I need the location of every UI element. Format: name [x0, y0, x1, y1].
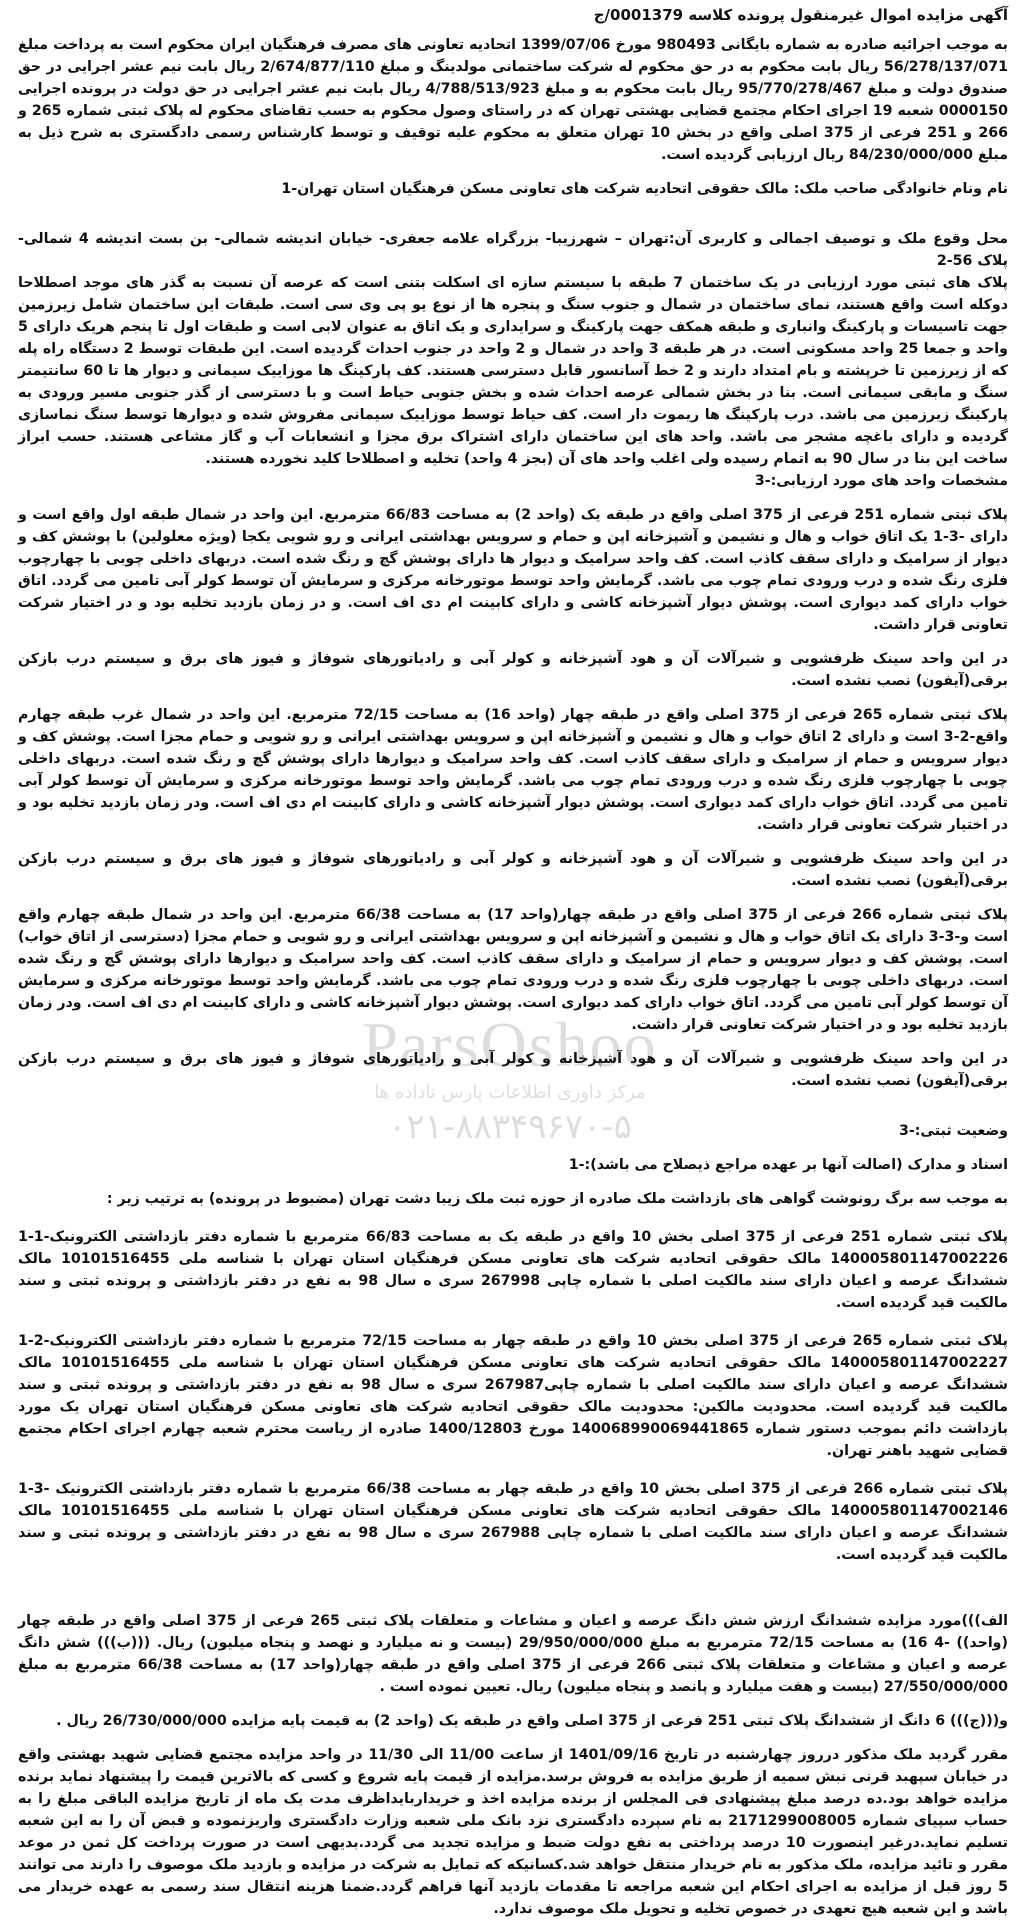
unit-3-note: در این واحد سینک ظرفشویی و شیرآلات آن و هود آشپزخانه و کولر آبی و رادیاتورهای شوفاژ و فیوز های برق و سیستم درب بازکن برقی(آیفون) نصب نشده است.: [18, 1051, 1008, 1089]
location-paragraph: محل وقوع ملک و توصیف اجمالی و کاربری آن:تهران – شهرزیبا- بزرگراه علامه جعفری- خیابان اندیشه شمالی- بن بست اندیشه 4 شمالی- پلاک 56-2: [18, 231, 1008, 269]
registry-item-3: پلاک ثبتی شماره 266 فرعی از 375 اصلی بخش 10 واقع در طبقه چهار به مساحت 66/38 مترمربع با شماره دفتر بازداشتی الکترونیک -3-1 140005801147002146 مالک حقوقی اتحادیه شرکت های تعاونی مسکن فرهنگیان استان تهران با شناسه ملی 10101516455 مالک ششدانگ عرصه و اعیان دارای سند مالکیت اصلی با شماره چاپی 267988 سری ه سال 98 به نفع در دفتر بازداشتی و پرونده ثبتی و سند مالکیت قید گردیده است.: [18, 1481, 1009, 1563]
registry-item-2: پلاک ثبتی شماره 265 فرعی از 375 اصلی بخش 10 واقع در طبقه چهار به مساحت 72/15 مترمربع با شماره دفتر بازداشتی الکترونیک-2-1 140005801147002227 مالک حقوقی اتحادیه شرکت های تعاونی مسکن فرهنگیان استان تهران با شناسه ملی 10101516455 مالک ششدانگ عرصه و اعیان دارای سند مالکیت اصلی با شماره چاپی267987 سری ه سال 98 به نفع در دفتر بازداشتی و پرونده ثبتی و سند مالکیت قید گردیده است. محدودیت مالکین: محدودیت مالک حقوقی اتحادیه شرکت های تعاونی مسکن فرهنگیان استان تهران یک مورد بازداشت دائم بموجب دستور شماره 140068990069441865 مورخ 1400/12803 صادره از ریاست محترم شعبه چهارم اجرای احکام مجتمع قضایی شهید باهنر تهران.: [18, 1333, 1008, 1459]
unit-1-note: در این واحد سینک ظرفشویی و شیرآلات آن و هود آشپزخانه و کولر آبی و رادیاتورهای شوفاژ و فیوز های برق و سیستم درب بازکن برقی(آیفون) نصب نشده است.: [18, 651, 1008, 689]
notice-title: آگهی مزایده اموال غیرمنقول پرونده کلاسه 0001379/ج: [593, 6, 1008, 24]
auction-item-c: و(((ج))) 6 دانگ از ششدانگ پلاک ثبتی 251 فرعی از 375 اصلی واقع در طبقه یک (واحد 2) به قیمت پایه مزایده 26/730/000/000 ریال .: [56, 1713, 1008, 1729]
units-heading: مشخصات واحد های مورد ارزیابی:-3: [754, 473, 1008, 489]
unit-3-paragraph: پلاک ثبتی شماره 266 فرعی از 375 اصلی واقع در طبقه چهار(واحد 17) به مساحت 66/38 مترمربع. این واحد در شمال طبقه چهارم واقع است و-3-3 دارای یک اتاق خواب و هال و نشیمن و آشپزخانه اپن و سرویس بهداشتی ایرانی و رو شویی و حمام مجزا (دسترسی از اتاق خواب) است. پوشش کف و دیوار سرویس و حمام از سرامیک و دارای سقف کاذب است. کف واحد سرامیک و دیوارها دارای پوشش گچ و رنگ شده است. دربهای داخلی چوبی با چهارچوب فلزی رنگ شده و درب ورودی تمام چوب می باشد. گرمایش واحد توسط موتورخانه مرکزی و سرمایش آن توسط کولر آبی تامین می گردد. اتاق خواب دارای کمد دیواری است. پوشش دیوار آشپزخانه کاشی و دارای کابینت ام دی اف است. ودر زمان بازدید تخلیه بود و در اختیار شرکت تعاونی قرار داشت.: [18, 907, 1008, 1033]
auction-items-paragraph: الف)))مورد مزایده ششدانگ ارزش شش دانگ عرصه و اعیان و مشاعات و متعلقات پلاک ثبتی 265 فرعی از 375 اصلی واقع در طبقه چهار (واحد)) -4 16) به مساحت 72/15 مترمربع به مبلغ 29/950/000/000 (بیست و نه میلیارد و نهصد و پنجاه میلیون) ریال. (((ب))) شش دانگ عرصه و اعیان و مشاعات و متعلقات پلاک ثبتی 266 فرعی از 375 اصلی واقع در طبقه چهار(واحد 17) به مساحت 66/38 مترمربع به مبلغ 27/550/000/000 (بیست و هفت میلیارد و پانصد و پنجاه میلیون) ریال. تعیین نموده است .: [18, 1613, 1008, 1695]
unit-1-paragraph: پلاک ثبتی شماره 251 فرعی از 375 اصلی واقع در طبقه یک (واحد 2) به مساحت 66/83 مترمربع. این واحد در شمال طبقه اول واقع است و دارای -3-1 یک اتاق خواب و هال و نشیمن و آشپزخانه اپن و حمام و سرویس بهداشتی ایرانی و رو شویی یکجا (ویژه معلولین) با پوشش کف و دیوار از سرامیک و دارای سقف کاذب است. کف واحد سرامیک و دیوار ها دارای پوشش گچ و رنگ شده است. دربهای داخلی چوبی با چهارچوب فلزی رنگ شده و درب ورودی تمام چوب می باشد. گرمایش واحد توسط موتورخانه مرکزی و سرمایش آن توسط کولر آبی تامین می گردد. اتاق خواب دارای کمد دیواری است. پوشش دیوار آشپزخانه کاشی و دارای کابینت ام دی اف است. و در زمان بازدید تخلیه بود و در اختیار شرکت تعاونی قرار داشت.: [18, 507, 1008, 633]
auction-terms-paragraph: مقرر گردید ملک مذکور درروز چهارشنبه در تاریخ 1401/09/16 از ساعت 11/00 الی 11/30 در واحد مزایده مجتمع قضایی شهید بهشتی واقع در خیابان سپهبد قرنی نبش سمیه از طریق مزایده به فروش برسد.مزایده از قیمت پایه شروع و کسی که بالاترین قیمت را پیشنهاد نماید برنده مزایده خواهد بود.ده درصد مبلغ پیشنهادی فی المجلس از برنده مزایده اخذ و خریداربایداظرف مدت یک ماه از تاریخ مزایده الباقی مبلغ را به حساب سپیای شماره 2171299008005 به نام سپرده دادگستری نزد بانک ملی شعبه وزارت دادگستری واریزنموده و قبض آن را به این شعبه تسلیم نماید.درغیر اینصورت 10 درصد پرداختی به نفع دولت ضبط و مزایده تجدید می گردد.بدیهی است در صورت پرداخت کل ثمن در موعد مقرر و تائید مزایده، ملک مذکور به نام خریدار منتقل خواهد شد.کسانیکه که تمایل به شرکت در مزایده و بازدید ملک موصوف را دارند می توانند 5 روز قبل از مزایده به اجرای احکام این شعبه مراجعه تا مقدمات بازدید آنها فراهم گردد.ضمنا هزینه انتقال سند رسمی به عهده خریدار می باشد و این شعبه هیچ تعهدی در خصوص تخلیه و تحویل ملک موصوف ندارد.: [18, 1747, 1008, 1917]
building-paragraph: پلاک های ثبتی مورد ارزیابی در یک ساختمان 7 طبقه با سیستم سازه ای اسکلت بتنی است که عرصه آن نسبت به گذر های موجد اصطلاحا دوکله است واقع هستند، نمای ساختمان در شمال و جنوب سنگ و پنجره ها از نوع یو پی وی سی است. طبقات این ساختمان شامل زیرزمین جهت تاسیسات و پارکینگ وانباری و طبقه همکف جهت پارکینگ و سرایداری و یک اتاق به عنوان لابی است و طبقات اول تا پنجم هریک دارای 5 واحد و جمعا 25 واحد مسکونی است. در هر طبقه 3 واحد در شمال و 2 واحد در جنوب احداث گردیده است. این طبقات توسط 2 دستگاه راه پله که از زیرزمین تا خرپشته و بام امتداد دارند و 2 خط آسانسور قابل دسترسی هستند. کف پارکینگ ها موزاییک سیمانی و دیوار ها تا 60 سانتیمتر سنگ و مابقی سیمانی است. بنا در بخش شمالی عرصه احداث شده و بخش جنوبی حیاط است و با دسترسی از گذر جنوبی مسیر ورودی به پارکینگ زیرزمین می باشد. درب پارکینگ ها ریموت دار است. کف حیاط توسط موزاییک سیمانی مفروش شده و دیوارها توسط سنگ نماسازی گردیده و دارای باغچه مشجر می باشد. واحد های این ساختمان دارای اشتراک برق مجزا و انشعابات آب و گاز مشاعی هستند. حسب ابراز ساخت این بنا در سال 90 به اتمام رسیده ولی اغلب واحد های آن (بجز 4 واحد) تخلیه و اصطلاحا کلید نخورده هستند.: [18, 275, 1009, 467]
docs-intro: به موجب سه برگ رونوشت گواهی های بازداشت ملک صادره از حوزه ثبت ملک زیبا دشت تهران (مضبوط در پرونده) به ترتیب زیر :: [106, 1191, 1008, 1207]
registry-item-1: پلاک ثبتی شماره 251 فرعی از 375 اصلی بخش 10 واقع در طبقه یک به مساحت 66/83 مترمربع با شماره دفتر بازداشتی الکترونیک-1-1 140005801147002226 مالک حقوقی اتحادیه شرکت های تعاونی مسکن فرهنگیان استان تهران با شناسه ملی 10101516455 مالک ششدانگ عرصه و اعیان دارای سند مالکیت اصلی با شماره چاپی 267998 سری ه سال 98 به نفع در دفتر بازداشتی و پرونده ثبتی و سند مالکیت قید گردیده است.: [18, 1229, 1008, 1311]
unit-2-paragraph: پلاک ثبتی شماره 265 فرعی از 375 اصلی واقع در طبقه چهار (واحد 16) به مساحت 72/15 مترمربع. این واحد در شمال غرب طبقه چهارم واقع-2-3 است و دارای 2 اتاق خواب و هال و نشیمن و آشپزخانه اپن و سرویس بهداشتی ایرانی و رو شویی و حمام مجزا است. پوشش کف و دیوار سرویس و حمام از سرامیک و دارای سقف کاذب است. کف واحد سرامیک و دیوارها دارای پوشش گچ و رنگ شده است. دربهای داخلی چوبی با چهارچوب فلزی رنگ شده و درب ورودی تمام چوب می باشد. گرمایش واحد توسط موتورخانه مرکزی و سرمایش آن توسط کولر آبی تامین می گردد. اتاق خواب دارای کمد دیواری است. پوشش دیوار آشپزخانه کاشی و دارای کابینت ام دی اف است. ودر زمان بازدید تخلیه بود و در اختیار شرکت تعاونی قرار داشت.: [18, 707, 1008, 833]
owner-paragraph: نام ونام خانوادگی صاحب ملک: مالک حقوقی اتحادیه شرکت های تعاونی مسکن فرهنگیان استان تهران-1: [281, 181, 1008, 197]
docs-heading: اسناد و مدارک (اصالت آنها بر عهده مراجع ذیصلاح می باشد):-1: [568, 1157, 1008, 1173]
intro-paragraph: به موجب اجرائیه صادره به شماره بایگانی 980493 مورخ 1399/07/06 اتحادیه تعاونی های مصرف فرهنگیان ایران محکوم است به پرداخت مبلغ 56/278/137/071 ریال بابت محکوم به در حق محکوم له شرکت ساختمانی مولدینگ و مبلغ 2/674/877/110 ریال بابت نیم عشر اجرایی در حق صندوق دولت و مبلغ 95/770/278/467 ریال بابت محکوم به و مبلغ 4/788/513/923 ریال بابت نیم عشر اجرایی در حق دولت در پرونده اجرایی 0000150 شعبه 19 اجرای احکام مجتمع قضایی بهشتی تهران که در راستای وصول محکوم به حسب تقاضای محکوم له پلاک ثبتی شماره 265 و 266 و 251 فرعی از 375 اصلی واقع در بخش 10 تهران متعلق به محکوم علیه توقیف و توسط کارشناس رسمی دادگستری به شرح ذیل به مبلغ 84/230/000/000 ریال ارزیابی گردیده است.: [18, 37, 1008, 163]
registry-heading: وضعیت ثبتی:-3: [899, 1123, 1008, 1139]
unit-2-note: در این واحد سینک ظرفشویی و شیرآلات آن و هود آشپزخانه و کولر آبی و رادیاتورهای شوفاژ و فیوز های برق و سیستم درب بازکن برقی(آیفون) نصب نشده است.: [18, 851, 1008, 889]
watermark-logo: ParsOshoo مرکز داوری اطلاعات پارس تاداده ها ۰۲۱-۸۸۳۴۹۶۷۰-۵: [362, 1009, 658, 1147]
